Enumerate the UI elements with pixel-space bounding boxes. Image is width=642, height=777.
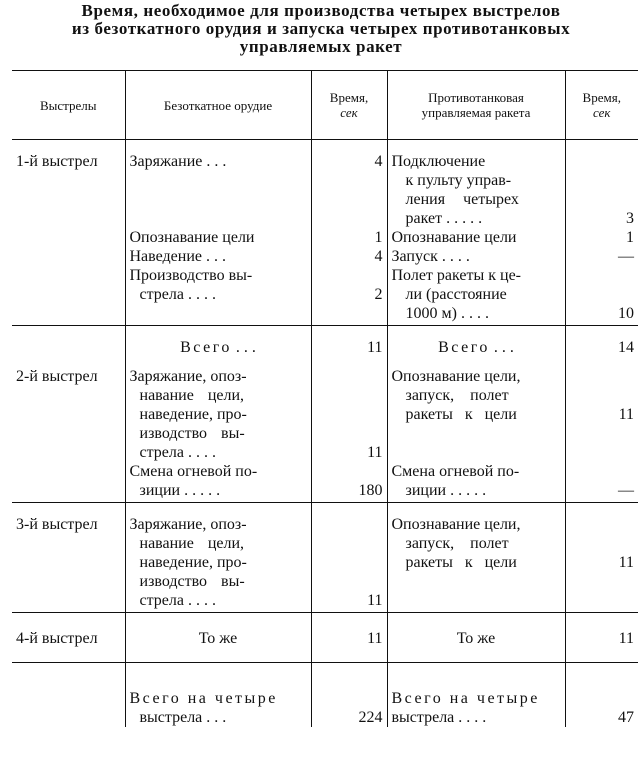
header-time-rifle: Время, сек [311, 71, 387, 140]
header-shots: Выстрелы [12, 71, 125, 140]
table-row: 4-й выстрел То же 11 То же 11 [12, 613, 638, 663]
table-row: 1000 м) . . . . 10 [12, 304, 638, 326]
table-row: 3-й выстрел Заряжание, опоз- Опознавание цели, [12, 503, 638, 535]
table-row: ракет . . . . . 3 [12, 209, 638, 228]
shot-3-label: 3-й выстрел [16, 516, 98, 533]
shot-4-label: 4-й выстрел [12, 613, 125, 663]
table-row: Смена огневой по- Смена огневой по- [12, 462, 638, 481]
table-row: 1-й выстрел Заряжание . . . 4 Подключение [12, 140, 638, 172]
table-row: зиции . . . . . 180 зиции . . . . . — [12, 481, 638, 503]
header-time-missile: Время, сек [565, 71, 638, 140]
table-row: навание цели, запуск, полет [12, 386, 638, 405]
table-row: стрела . . . . 11 [12, 443, 638, 462]
grand-total-row: Всего на четыре Всего на четыре [12, 663, 638, 709]
title-line-2: из безоткатного орудия и запуска четырех противотанковых [71, 19, 571, 38]
header-row [12, 71, 638, 140]
table-row: ления четырех [12, 190, 638, 209]
shot-2-label: 2-й выстрел [16, 368, 98, 385]
table-row: изводство вы- [12, 424, 638, 443]
grand-total-row: выстрела . . . 224 выстрела . . . . 47 [12, 708, 638, 727]
table-row: Опознавание цели 1 Опознавание цели 1 [12, 228, 638, 247]
shot-1-label: 1-й выстрел [16, 153, 98, 170]
table-row: 2-й выстрел Заряжание, опоз- Опознавание цели, [12, 367, 638, 386]
table-row: навание цели, запуск, полет [12, 534, 638, 553]
table-row: стрела . . . . 2 ли (расстояние [12, 285, 638, 304]
subtotal-row: Всего . . . 11 Всего . . . 14 [12, 326, 638, 358]
table-row: наведение, про- ракеты к цели 11 [12, 405, 638, 424]
table-row: стрела . . . . 11 [12, 591, 638, 613]
header-rifle: Безоткатное орудие [125, 71, 311, 140]
title-line-3: управляемых ракет [239, 37, 403, 56]
table-row: Производство вы- Полет ракеты к це- [12, 266, 638, 285]
table-row: Наведение . . . 4 Запуск . . . . — [12, 247, 638, 266]
title-line-1: Время, необходимое для производства четырех выстрелов [81, 1, 561, 20]
table-row: изводство вы- [12, 572, 638, 591]
table-title [0, 2, 642, 56]
table-row: к пульту управ- [12, 171, 638, 190]
shots-time-table [12, 70, 638, 727]
header-missile: Противотанковая управляемая ракета [387, 71, 565, 140]
table-row: наведение, про- ракеты к цели 11 [12, 553, 638, 572]
